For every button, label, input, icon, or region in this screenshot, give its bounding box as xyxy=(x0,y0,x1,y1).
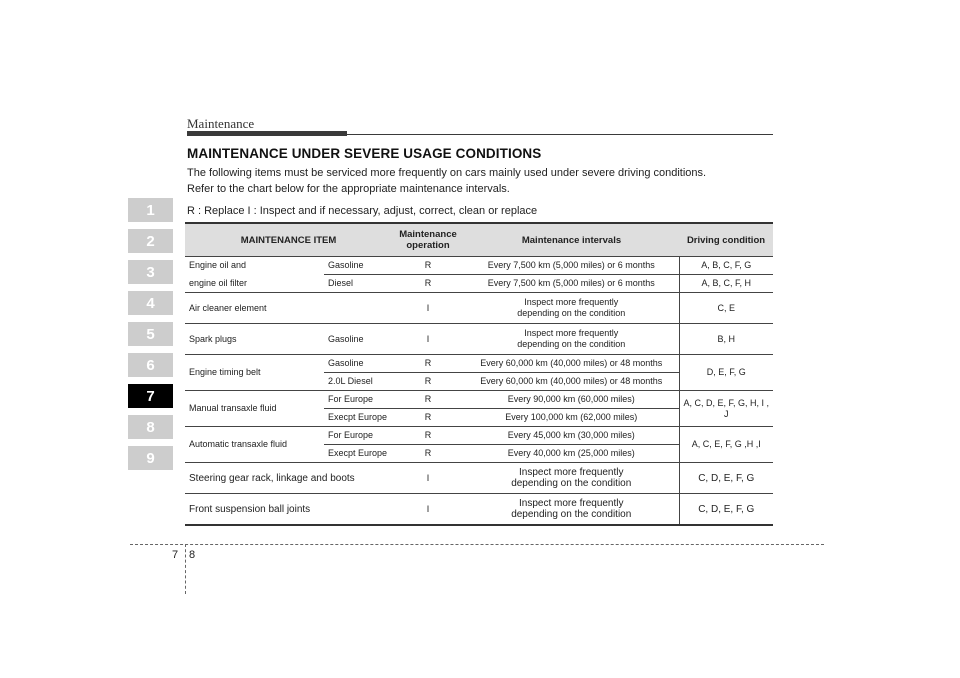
table-row xyxy=(185,494,773,526)
condition-cell: A, C, D, E, F, G, H, I , J xyxy=(679,391,773,427)
interval-line: Inspect more frequently xyxy=(524,328,619,338)
interval-line: depending on the condition xyxy=(517,339,626,349)
chapter-tab-6[interactable]: 6 xyxy=(128,353,173,377)
chapter-tab-5[interactable]: 5 xyxy=(128,322,173,346)
interval-cell: Every 90,000 km (60,000 miles) xyxy=(464,391,679,409)
chapter-tab-2[interactable]: 2 xyxy=(128,229,173,253)
condition-cell: D, E, F, G xyxy=(679,355,773,391)
interval-line: Inspect more frequently xyxy=(519,467,624,478)
operation-cell: R xyxy=(392,427,464,445)
interval-line: depending on the condition xyxy=(511,478,632,489)
item-air-cleaner: Air cleaner element xyxy=(185,293,392,324)
operation-cell: R xyxy=(392,391,464,409)
variant-cell: Diesel xyxy=(324,275,392,293)
chapter-tab-3[interactable]: 3 xyxy=(128,260,173,284)
intro-line-1: The following items must be serviced more frequently on cars mainly used under severe driving conditions. xyxy=(187,167,707,179)
item-engine-oil-line2: engine oil filter xyxy=(189,277,248,288)
page-number: 8 xyxy=(189,549,196,561)
interval-cell: Every 45,000 km (30,000 miles) xyxy=(464,427,679,445)
variant-cell: For Europe xyxy=(324,427,392,445)
maintenance-table xyxy=(185,222,773,526)
variant-cell: For Europe xyxy=(324,391,392,409)
interval-cell: Every 7,500 km (5,000 miles) or 6 months xyxy=(464,257,679,275)
interval-cell xyxy=(464,293,679,324)
operation-cell: R xyxy=(392,257,464,275)
condition-cell: C, E xyxy=(679,293,773,324)
item-ball-joints: Front suspension ball joints xyxy=(185,494,392,526)
table-row xyxy=(185,463,773,494)
interval-line: depending on the condition xyxy=(511,509,632,520)
operation-cell: R xyxy=(392,355,464,373)
interval-cell: Every 100,000 km (62,000 miles) xyxy=(464,409,679,427)
operation-cell: R xyxy=(392,373,464,391)
item-manual-fluid: Manual transaxle fluid xyxy=(185,391,324,427)
intro-line-2: Refer to the chart below for the appropriate maintenance intervals. xyxy=(187,183,510,195)
chapter-tab-4[interactable]: 4 xyxy=(128,291,173,315)
condition-cell: C, D, E, F, G xyxy=(679,494,773,526)
operation-cell: R xyxy=(392,409,464,427)
variant-cell: 2.0L Diesel xyxy=(324,373,392,391)
operation-cell: I xyxy=(392,293,464,324)
header-item: MAINTENANCE ITEM xyxy=(185,223,392,257)
section-label: Maintenance xyxy=(187,116,255,131)
variant-cell: Gasoline xyxy=(324,324,392,355)
interval-cell xyxy=(464,494,679,526)
condition-cell: C, D, E, F, G xyxy=(679,463,773,494)
item-auto-fluid: Automatic transaxle fluid xyxy=(185,427,324,463)
table-row xyxy=(185,257,773,275)
chapter-tab-1[interactable]: 1 xyxy=(128,198,173,222)
header-condition: Driving condition xyxy=(679,223,773,257)
intro-text xyxy=(187,165,777,197)
footer-divider xyxy=(130,544,824,545)
chapter-tab-9[interactable]: 9 xyxy=(128,446,173,470)
chapter-tab-8[interactable]: 8 xyxy=(128,415,173,439)
interval-cell xyxy=(464,324,679,355)
table-row xyxy=(185,427,773,445)
page-title: MAINTENANCE UNDER SEVERE USAGE CONDITIONS xyxy=(187,146,542,161)
operation-cell: I xyxy=(392,324,464,355)
interval-cell: Every 60,000 km (40,000 miles) or 48 months xyxy=(464,355,679,373)
table-row xyxy=(185,293,773,324)
item-timing-belt: Engine timing belt xyxy=(185,355,324,391)
table-row xyxy=(185,275,773,293)
table-row xyxy=(185,391,773,409)
variant-cell: Execpt Europe xyxy=(324,445,392,463)
condition-cell: A, C, E, F, G ,H ,I xyxy=(679,427,773,463)
operation-cell: I xyxy=(392,463,464,494)
item-steering: Steering gear rack, linkage and boots xyxy=(185,463,392,494)
interval-cell: Every 60,000 km (40,000 miles) or 48 months xyxy=(464,373,679,391)
item-spark-plugs: Spark plugs xyxy=(185,324,324,355)
header-operation: Maintenance operation xyxy=(392,223,464,257)
interval-line: Inspect more frequently xyxy=(524,297,619,307)
interval-line: Inspect more frequently xyxy=(519,498,624,509)
header-rule-dark xyxy=(187,131,347,136)
footer-vertical-divider xyxy=(185,544,186,594)
legend-text: R : Replace I : Inspect and if necessary, adjust, correct, clean or replace xyxy=(187,205,538,217)
operation-cell: I xyxy=(392,494,464,526)
interval-cell: Every 7,500 km (5,000 miles) or 6 months xyxy=(464,275,679,293)
condition-cell: A, B, C, F, G xyxy=(679,257,773,275)
header-rule-thin xyxy=(347,134,773,135)
interval-cell: Every 40,000 km (25,000 miles) xyxy=(464,445,679,463)
interval-line: depending on the condition xyxy=(517,308,626,318)
variant-cell: Execpt Europe xyxy=(324,409,392,427)
page-chapter-number: 7 xyxy=(172,549,179,561)
table-row xyxy=(185,324,773,355)
condition-cell: A, B, C, F, H xyxy=(679,275,773,293)
table-header-row xyxy=(185,223,773,257)
item-engine-oil-line1: Engine oil and xyxy=(185,257,324,275)
condition-cell: B, H xyxy=(679,324,773,355)
operation-cell: R xyxy=(392,275,464,293)
header-interval: Maintenance intervals xyxy=(464,223,679,257)
chapter-tab-7-active[interactable]: 7 xyxy=(128,384,173,408)
operation-cell: R xyxy=(392,445,464,463)
variant-cell: Gasoline xyxy=(324,355,392,373)
interval-cell xyxy=(464,463,679,494)
chapter-index xyxy=(128,198,173,477)
variant-cell: Gasoline xyxy=(324,257,392,275)
table-row xyxy=(185,355,773,373)
